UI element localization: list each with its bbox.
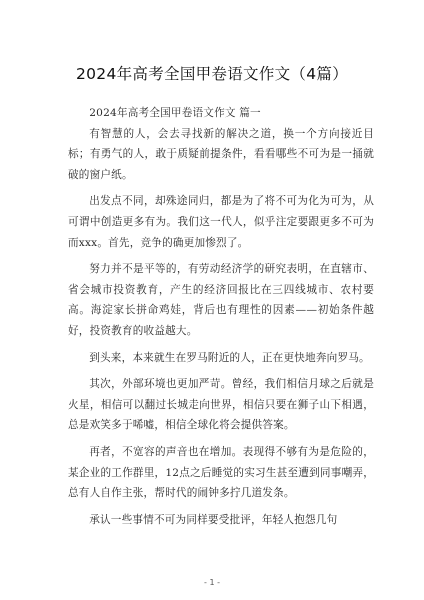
paragraph: 再者，不宽容的声音也在增加。表现得不够有为是危险的，某企业的工作群里，12点之后睡觉的实习生甚至遭到同事嘲弄，总有人自作主张，帮时代的闹钟多拧几道发条。 (68, 445, 374, 500)
paragraph: 其次，外部环境也更加严苛。曾经，我们相信月球之后就是火星，相信可以翻过长城走向世界，相信只要在狮子山下相遇，总是欢笑多于唏嘘，相信全球化将会提供答案。 (68, 378, 374, 432)
document-title: 2024年高考全国甲卷语文作文（4篇） (75, 65, 348, 83)
section-heading: 2024年高考全国甲卷语文作文 篇一 (89, 107, 261, 119)
paragraph: 到头来，本来就生在罗马附近的人，正在更快地奔向罗马。 (89, 351, 370, 364)
paragraph: 承认一些事情不可为同样要受批评，年轻人抱怨几句 (89, 513, 338, 526)
document-body (68, 103, 374, 536)
page-number: - 1 - (204, 578, 220, 587)
paragraph: 有智慧的人，会去寻找新的解决之道，换一个方向接近目标；有勇气的人，敢于质疑前提条件，看看哪些不可为是一捅就破的窗户纸。 (68, 127, 374, 181)
paragraph: 出发点不同，却殊途同归，都是为了将不可为化为可为，从可谓中创造更多有为。我们这一代人，似乎注定要跟更多不可为而xxx。首先，竞争的确更加惨烈了。 (68, 195, 374, 249)
paragraph: 努力并不是平等的，有劳动经济学的研究表明，在直辖市、省会城市投资教育，产生的经济回报比在三四线城市、农村要高。海淀家长拼命鸡娃，背后也有理性的因素——初始条件越好，投资教育的收益越大。 (68, 263, 374, 337)
